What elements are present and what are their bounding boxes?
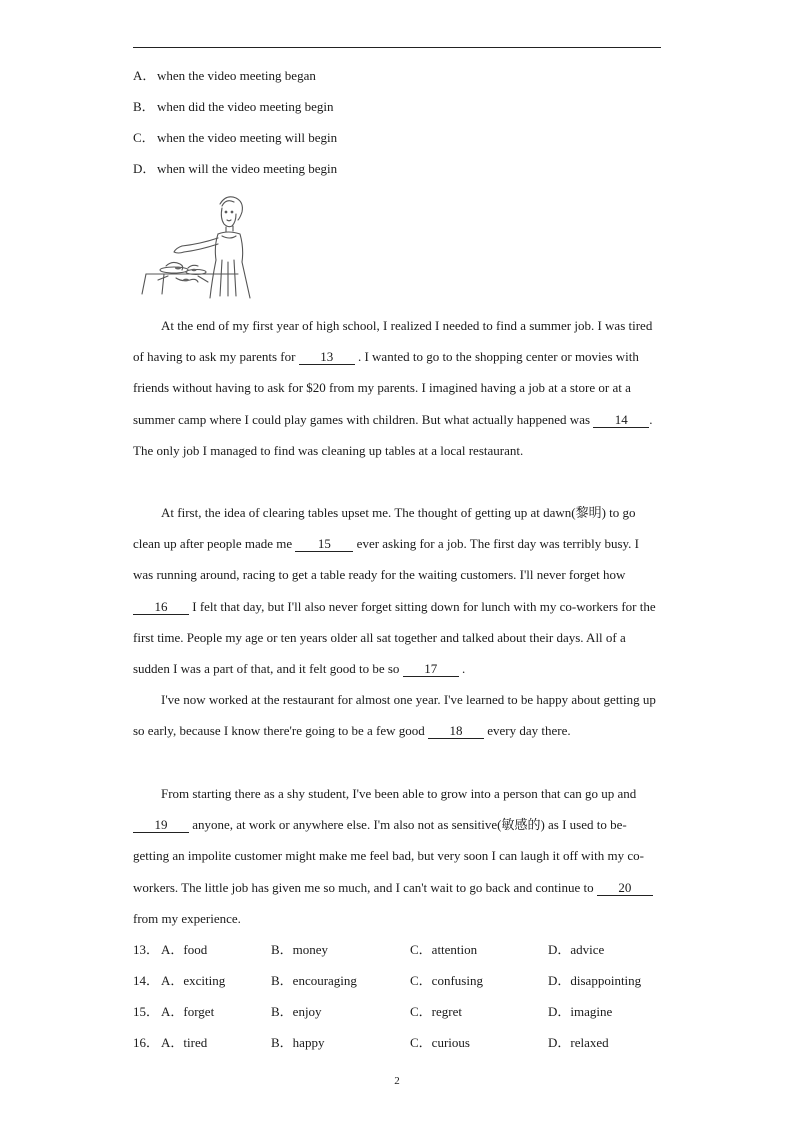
header-rule [133, 47, 661, 48]
page-number: 2 [394, 1075, 400, 1087]
option-c: C． when the video meeting will begin [133, 130, 338, 145]
question-13-option-b: B．money [271, 942, 329, 957]
blank-16: 16 [133, 600, 189, 615]
blank-14: 14 [593, 413, 649, 428]
question-14-option-c: C．confusing [410, 973, 483, 988]
passage-paragraph-3: I've now worked at the restaurant for almost one year. I've learned to be happy about getting up so early, because I know there're going to be a few good 18 every day there. [133, 692, 656, 739]
blank-17: 17 [403, 662, 459, 677]
question-16-option-a: A．tired [161, 1035, 208, 1050]
blank-18: 18 [428, 724, 484, 739]
question-13-option-d: D．advice [548, 942, 605, 957]
option-d: D． when will the video meeting begin [133, 161, 338, 176]
question-16-option-b: B．happy [271, 1035, 325, 1050]
passage-paragraph-2: At first, the idea of clearing tables upset me. The thought of getting up at dawn(黎明) to go clean up after people made me 15 ever asking for a job. The first day was terribly busy. I was running around, racing to get a table ready for the waiting customers. I'll never forget how 16 I felt that day, but I'll also never forget sitting down for lunch with my co-workers for the first time. People my age or ten years older all sat together and talked about their days. All of a sudden I was a part of that, and it felt good to be so 17 . [133, 505, 656, 677]
waitress-illustration [138, 190, 254, 302]
question-16: 16． A．tired B．happy C．curious D．relaxed [133, 1035, 609, 1050]
blank-20: 20 [597, 881, 653, 896]
question-13: 13． A．food B．money C．attention D．advice [133, 942, 605, 957]
question-14-option-d: D．disappointing [548, 973, 642, 988]
passage-paragraph-1: At the end of my first year of high school, I realized I needed to find a summer job. I was tired of having to ask my parents for 13 . I wanted to go to the shopping center or movies with friends without having to ask for $20 from my parents. I imagined having a job at a store or at a summer camp where I could play games with children. But what actually happened was 14 . The only job I managed to find was cleaning up tables at a local restaurant. [133, 318, 653, 458]
option-a: A． when the video meeting began [133, 68, 316, 83]
blank-15: 15 [295, 537, 353, 552]
question-15-option-d: D．imagine [548, 1004, 613, 1019]
question-16-option-d: D．relaxed [548, 1035, 609, 1050]
option-b: B． when did the video meeting begin [133, 99, 334, 114]
question-13-option-a: A．food [161, 942, 208, 957]
question-15-option-b: B．enjoy [271, 1004, 322, 1019]
question-13-option-c: C．attention [410, 942, 478, 957]
question-14: 14． A．exciting B．encouraging C．confusing D．disappointing [133, 973, 642, 988]
blank-13: 13 [299, 350, 355, 365]
passage-paragraph-4: From starting there as a shy student, I've been able to grow into a person that can go up and 19 anyone, at work or anywhere else. I'm also not as sensitive(敏感的) as I used to be-getting an impolite customer might make me feel bad, but very soon I can laugh it off with my co-workers. The little job has given me so much, and I can't wait to go back and continue to 20 from my experience. [133, 778, 661, 934]
question-15-option-a: A．forget [161, 1004, 215, 1019]
question-15: 15． A．forget B．enjoy C．regret D．imagine [133, 1004, 613, 1019]
blank-19: 19 [133, 818, 189, 833]
question-14-option-a: A．exciting [161, 973, 226, 988]
question-16-option-c: C．curious [410, 1035, 470, 1050]
question-14-option-b: B．encouraging [271, 973, 357, 988]
question-15-option-c: C．regret [410, 1004, 462, 1019]
